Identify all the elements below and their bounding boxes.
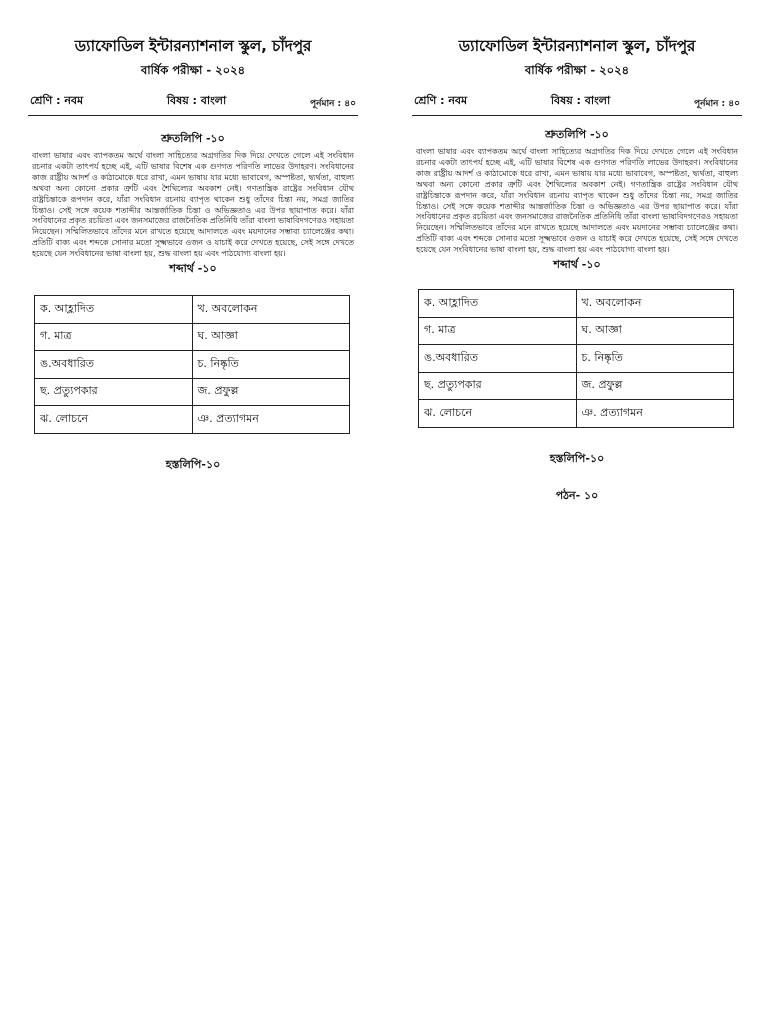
word-cell: ঘ. আজ্ঞা	[576, 317, 734, 345]
handwriting-title: হস্তলিপি-১০	[165, 457, 221, 471]
exam-sheet-right	[412, 0, 742, 506]
word-cell: ছ. প্রত্যুপকার	[419, 372, 577, 400]
table-row	[419, 317, 734, 345]
vocabulary-title: শব্দার্থ -১০	[169, 262, 217, 276]
word-cell: গ. মাত্র	[35, 323, 193, 351]
table-row	[35, 323, 350, 351]
class-label: শ্রেণি : নবম	[414, 94, 468, 107]
word-cell: চ. নিষ্কৃতি	[576, 345, 734, 373]
dictation-title: শ্রুতলিপি -১০	[545, 128, 609, 141]
exam-name: বার্ষিক পরীক্ষা - ২০২৪	[524, 63, 630, 77]
word-cell: ক. আহ্লাদিত	[419, 290, 577, 318]
word-cell: ক. আহ্লাদিত	[35, 296, 193, 324]
word-cell: ঘ. আজ্ঞা	[192, 323, 350, 351]
dictation-title: শ্রুতলিপি -১০	[161, 132, 225, 145]
full-marks-label: পূর্নমান : ৪০	[693, 99, 740, 109]
word-cell: ঙ.অবধারিত	[35, 351, 193, 379]
word-cell: ছ. প্রত্যুপকার	[35, 378, 193, 406]
exam-sheet-left	[28, 0, 358, 475]
table-row	[35, 378, 350, 406]
exam-meta-row	[28, 92, 358, 116]
exam-meta-row	[412, 92, 742, 116]
word-cell: ঞ. প্রত্যাগমন	[192, 406, 350, 434]
table-row	[419, 400, 734, 428]
word-cell: ঙ.অবধারিত	[419, 345, 577, 373]
vocabulary-table	[418, 289, 734, 428]
word-cell: ঝ. লোচনে	[35, 406, 193, 434]
word-cell: ঞ. প্রত্যাগমন	[576, 400, 734, 428]
table-row	[35, 406, 350, 434]
handwriting-title: হস্তলিপি-১০	[549, 451, 605, 465]
table-row	[419, 345, 734, 373]
reading-title: পঠন- ১০	[555, 488, 599, 502]
dictation-passage: বাংলা ভাষার এবং ব্যাপকতম অর্থে বাংলা সাহিত্যের অগ্রগতির দিক দিয়ে দেখতে গেলে এই সংবিধান রচনার একটা তাৎপর্য হচ্ছে এই, এটি ভাষার বিশেষ এক গুণগত পরিণতি লাভের উদাহরণ। সংবিধানের কাজ রাষ্ট্রীয় আদর্শ ও কাঠামোকে ধরে রাখা, এমন ভাষায় যার মধ্যে ভাবাবেগ, অস্পষ্টতা, দ্ব্যর্থতা, বাহুল্য অথবা অন্য কোনো প্রকার ত্রুটি এবং শৈথিল্যের অবকাশ নেই। গণতান্ত্রিক রাষ্ট্রের সংবিধান যৌথ রাষ্ট্রচিন্তাকে রূপদান করে, যাঁরা সংবিধান রচনায় ব্যাপৃত থাকেন শুধু তাঁদের চিন্তা নয়, সমগ্র জাতির চিন্তাও। সেই সঙ্গে কয়েক শতাব্দীর আন্তর্জাতিক চিন্তা ও অভিজ্ঞতাও এর উপর ছায়াপাত করে। যাঁরা সংবিধানের প্রকৃত রচয়িতা এবং জনসমাজের রাজনৈতিক প্রতিনিধি তাঁরা বাংলা ভাষাবিদগণেরও সহায়তা নিয়েছেন। সম্মিলিতভাবে তাঁদের মনে রাখতে হয়েছে আদালতে এবং ময়দানের সম্ভাব্য চ্যালেঞ্জের কথা। প্রতিটি বাক্য এবং শব্দকে সোনার মতো সূক্ষ্মভাবে ওজন ও যাচাই করে দেখতে হয়েছে, সেই সঙ্গে দেখতে হয়েছে যেন সংবিধানের ভাষা বাংলা হয়, শুদ্ধ বাংলা হয় এবং পাঠযোগ্য বাংলা হয়।	[32, 151, 354, 259]
table-row	[35, 296, 350, 324]
word-cell: গ. মাত্র	[419, 317, 577, 345]
subject-label: বিষয় : বাংলা	[166, 94, 227, 107]
full-marks-label: পূর্নমান : ৪০	[309, 99, 356, 109]
table-row	[419, 290, 734, 318]
exam-name: বার্ষিক পরীক্ষা - ২০২৪	[140, 63, 246, 77]
word-cell: ঝ. লোচনে	[419, 400, 577, 428]
word-cell: জ. প্রফুল্ল	[576, 372, 734, 400]
subject-label: বিষয় : বাংলা	[550, 94, 611, 107]
word-cell: চ. নিষ্কৃতি	[192, 351, 350, 379]
vocabulary-table	[34, 295, 350, 434]
vocabulary-title: শব্দার্থ -১০	[553, 258, 601, 272]
class-label: শ্রেণি : নবম	[30, 94, 84, 107]
table-row	[419, 372, 734, 400]
word-cell: জ. প্রফুল্ল	[192, 378, 350, 406]
school-name: ড্যাফোডিল ইন্টারন্যাশনাল স্কুল, চাঁদপুর	[74, 37, 312, 55]
table-row	[35, 351, 350, 379]
word-cell: খ. অবলোকন	[576, 290, 734, 318]
school-name: ড্যাফোডিল ইন্টারন্যাশনাল স্কুল, চাঁদপুর	[458, 37, 696, 55]
word-cell: খ. অবলোকন	[192, 296, 350, 324]
dictation-passage: বাংলা ভাষার এবং ব্যাপকতম অর্থে বাংলা সাহিত্যের অগ্রগতির দিক দিয়ে দেখতে গেলে এই সংবিধান রচনার একটা তাৎপর্য হচ্ছে এই, এটি ভাষার বিশেষ এক গুণগত পরিণতি লাভের উদাহরণ। সংবিধানের কাজ রাষ্ট্রীয় আদর্শ ও কাঠামোকে ধরে রাখা, এমন ভাষায় যার মধ্যে ভাবাবেগ, অস্পষ্টতা, দ্ব্যর্থতা, বাহুল্য অথবা অন্য কোনো প্রকার ত্রুটি এবং শৈথিল্যের অবকাশ নেই। গণতান্ত্রিক রাষ্ট্রের সংবিধান যৌথ রাষ্ট্রচিন্তাকে রূপদান করে, যাঁরা সংবিধান রচনায় ব্যাপৃত থাকেন শুধু তাঁদের চিন্তা নয়, সমগ্র জাতির চিন্তাও। সেই সঙ্গে কয়েক শতাব্দীর আন্তর্জাতিক চিন্তা ও অভিজ্ঞতাও এর উপর ছায়াপাত করে। যাঁরা সংবিধানের প্রকৃত রচয়িতা এবং জনসমাজের রাজনৈতিক প্রতিনিধি তাঁরা বাংলা ভাষাবিদগণেরও সহায়তা নিয়েছেন। সম্মিলিতভাবে তাঁদের মনে রাখতে হয়েছে আদালতে এবং ময়দানের সম্ভাব্য চ্যালেঞ্জের কথা। প্রতিটি বাক্য এবং শব্দকে সোনার মতো সূক্ষ্মভাবে ওজন ও যাচাই করে দেখতে হয়েছে, সেই সঙ্গে দেখতে হয়েছে যেন সংবিধানের ভাষা বাংলা হয়, শুদ্ধ বাংলা হয় এবং পাঠযোগ্য বাংলা হয়।	[416, 147, 738, 255]
